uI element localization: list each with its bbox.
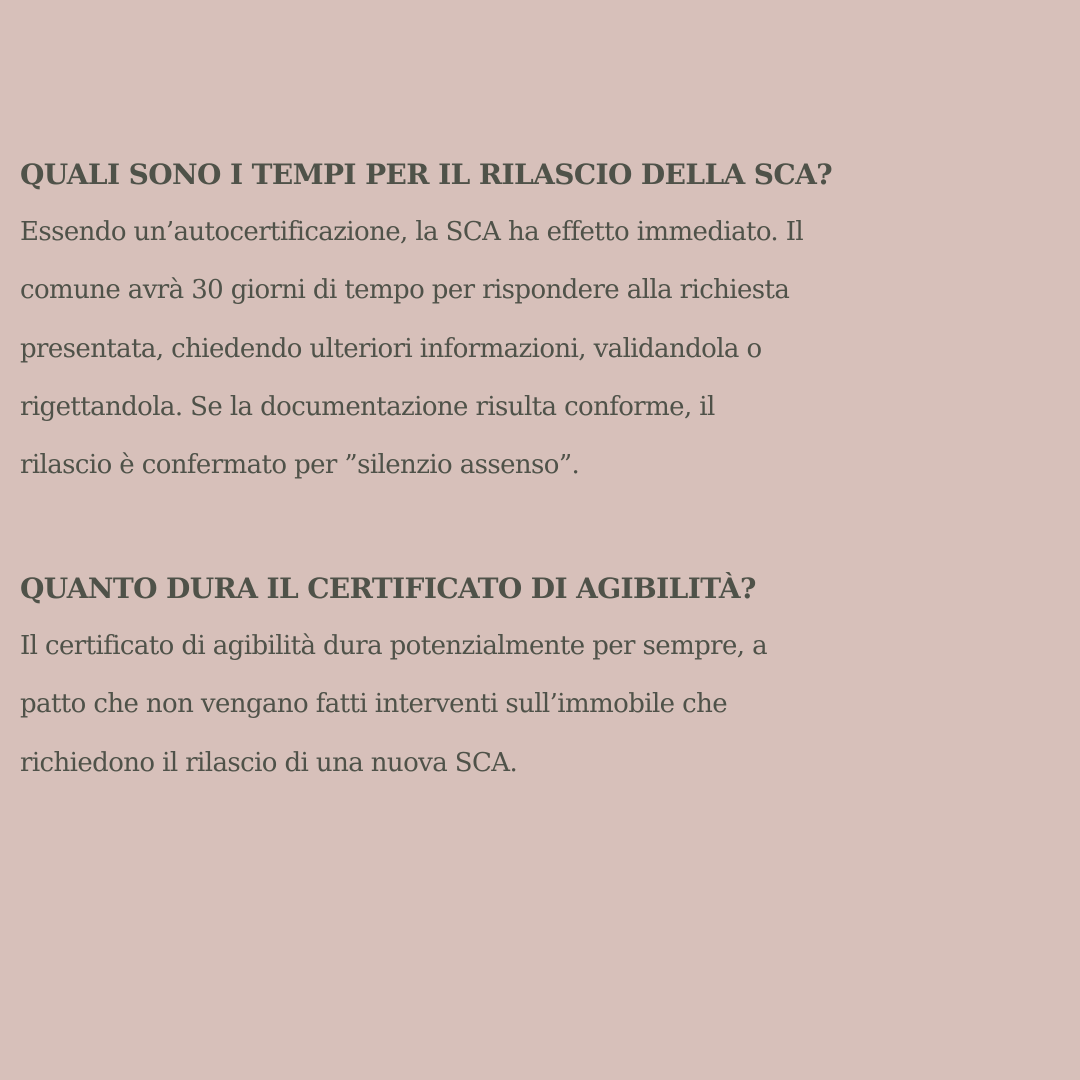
answer-line: patto che non vengano fatti interventi sull’immobile che	[20, 689, 728, 720]
faq-question-heading: QUALI SONO I TEMPI PER IL RILASCIO DELLA SCA?	[20, 158, 833, 191]
faq-question-heading: QUANTO DURA IL CERTIFICATO DI AGIBILITÀ?	[20, 572, 756, 605]
faq-answer-paragraph	[20, 203, 1065, 494]
faq-section-release-times	[20, 147, 1065, 494]
answer-line: presentata, chiedendo ulteriori informazioni, validandola o	[20, 333, 762, 364]
faq-answer-paragraph	[20, 617, 1065, 792]
answer-line: richiedono il rilascio di una nuova SCA.	[20, 747, 518, 778]
answer-line: Il certificato di agibilità dura potenzialmente per sempre, a	[20, 631, 768, 661]
answer-line: Essendo un’autocertificazione, la SCA ha effetto immediato. Il	[20, 217, 804, 247]
answer-line: comune avrà 30 giorni di tempo per rispondere alla richiesta	[20, 275, 790, 306]
answer-line: rigettandola. Se la documentazione risulta conforme, il	[20, 391, 715, 422]
answer-line: rilascio è confermato per ”silenzio assenso”.	[20, 450, 580, 481]
faq-section-certificate-duration	[20, 561, 1065, 792]
